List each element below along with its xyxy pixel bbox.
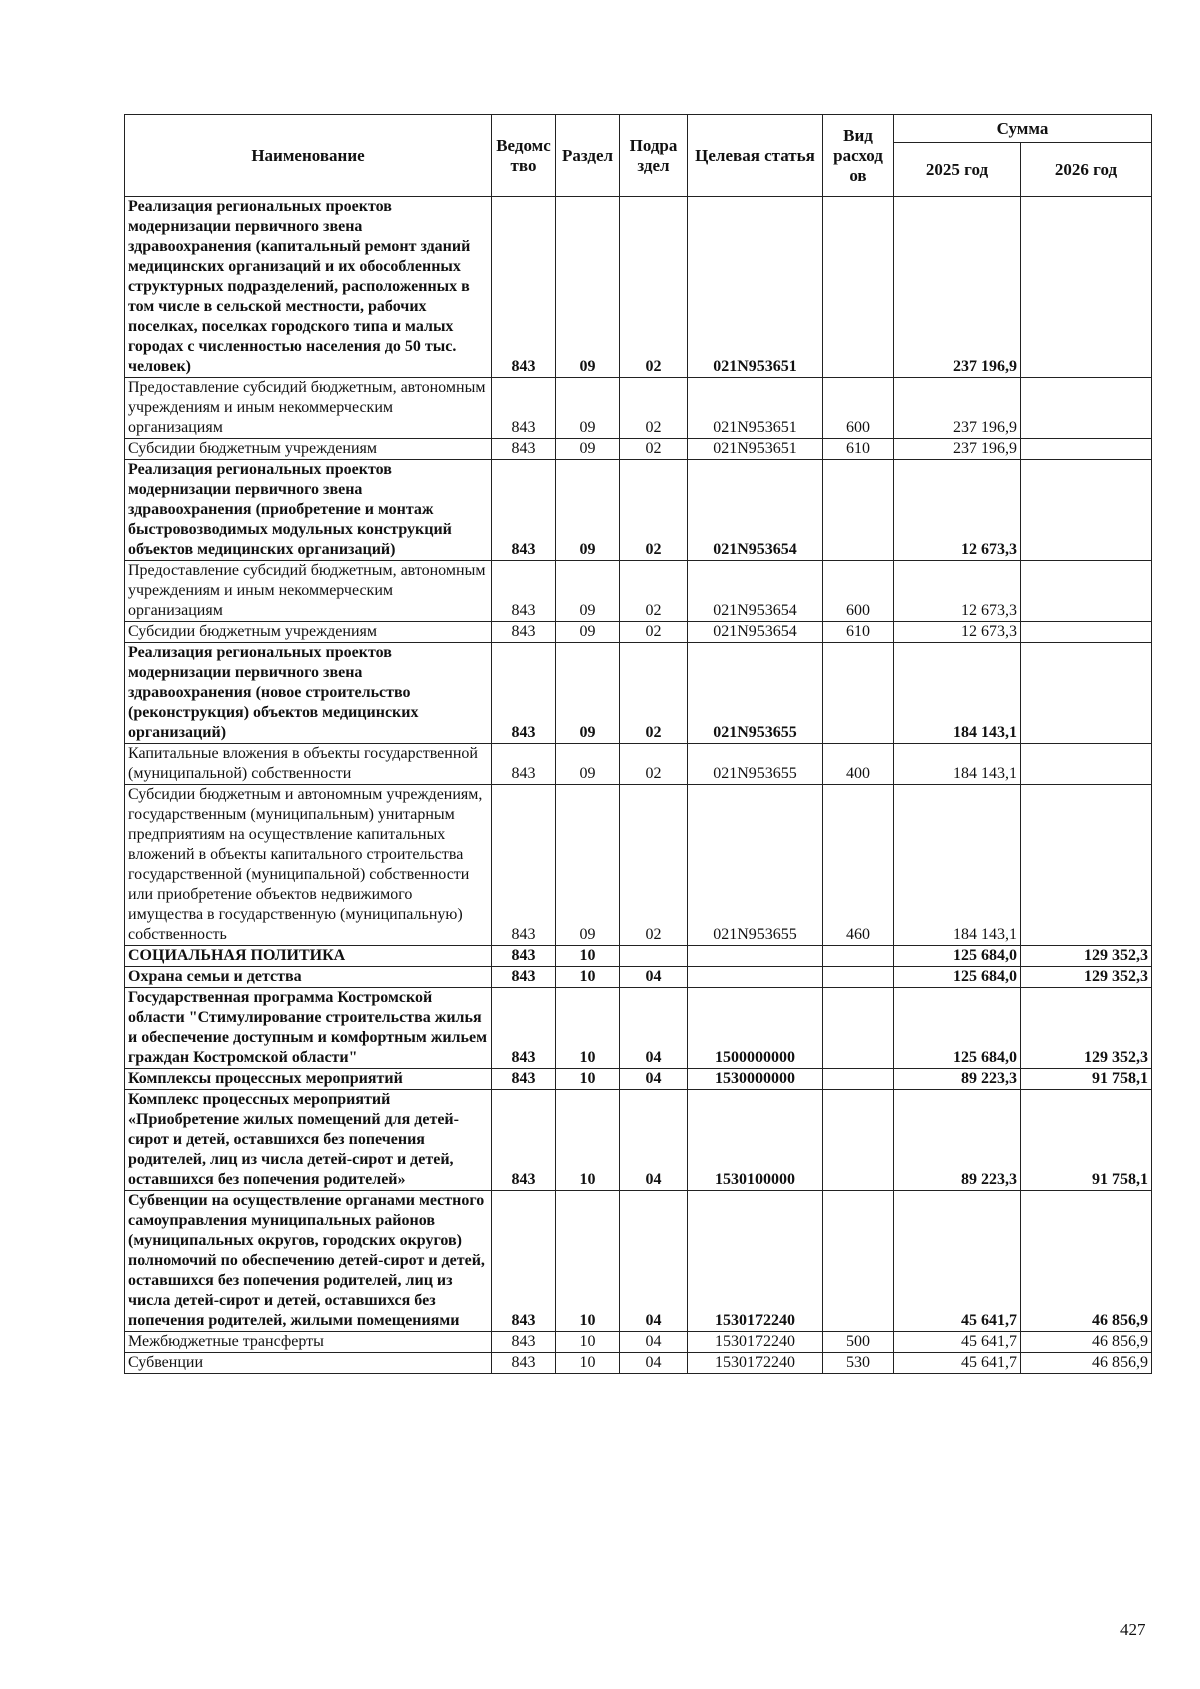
table-row — [125, 785, 1152, 946]
cell-sum-2025: 184 143,1 — [894, 744, 1021, 785]
cell-sum-2025: 125 684,0 — [894, 988, 1021, 1069]
cell-tselevaya-statya: 1530172240 — [688, 1332, 823, 1353]
cell-sum-2025: 237 196,9 — [894, 378, 1021, 439]
cell-razdel: 10 — [556, 1069, 620, 1090]
cell-sum-2026: 46 856,9 — [1021, 1191, 1152, 1332]
table-body — [125, 197, 1152, 1374]
cell-vid-raskhodov: 600 — [823, 378, 894, 439]
cell-razdel: 10 — [556, 1353, 620, 1374]
cell-vid-raskhodov: 610 — [823, 622, 894, 643]
cell-vedomstvo: 843 — [492, 1069, 556, 1090]
cell-sum-2026 — [1021, 622, 1152, 643]
cell-vid-raskhodov — [823, 1191, 894, 1332]
cell-name: Предоставление субсидий бюджетным, автономным учреждениям и иным некоммерческим организациям — [125, 561, 492, 622]
cell-sum-2026: 129 352,3 — [1021, 967, 1152, 988]
cell-sum-2026: 91 758,1 — [1021, 1069, 1152, 1090]
cell-razdel: 09 — [556, 197, 620, 378]
cell-vid-raskhodov — [823, 197, 894, 378]
cell-sum-2025: 184 143,1 — [894, 643, 1021, 744]
cell-tselevaya-statya: 021N953654 — [688, 622, 823, 643]
cell-name: Предоставление субсидий бюджетным, автономным учреждениям и иным некоммерческим организациям — [125, 378, 492, 439]
cell-sum-2026 — [1021, 643, 1152, 744]
cell-podrazdel: 04 — [620, 1332, 688, 1353]
cell-razdel: 10 — [556, 1191, 620, 1332]
cell-sum-2025: 45 641,7 — [894, 1353, 1021, 1374]
cell-tselevaya-statya: 021N953654 — [688, 460, 823, 561]
cell-razdel: 10 — [556, 1332, 620, 1353]
cell-sum-2026: 91 758,1 — [1021, 1090, 1152, 1191]
cell-vid-raskhodov: 530 — [823, 1353, 894, 1374]
cell-tselevaya-statya: 1500000000 — [688, 988, 823, 1069]
table-row — [125, 744, 1152, 785]
table-row — [125, 643, 1152, 744]
cell-sum-2026 — [1021, 197, 1152, 378]
cell-razdel: 10 — [556, 1090, 620, 1191]
table-row — [125, 1353, 1152, 1374]
cell-vedomstvo: 843 — [492, 988, 556, 1069]
cell-tselevaya-statya: 021N953654 — [688, 561, 823, 622]
cell-podrazdel: 04 — [620, 1353, 688, 1374]
table-row — [125, 946, 1152, 967]
cell-vedomstvo: 843 — [492, 785, 556, 946]
table-row — [125, 988, 1152, 1069]
cell-vid-raskhodov — [823, 946, 894, 967]
cell-tselevaya-statya: 1530100000 — [688, 1090, 823, 1191]
cell-vedomstvo: 843 — [492, 197, 556, 378]
cell-razdel: 09 — [556, 460, 620, 561]
cell-podrazdel: 04 — [620, 1090, 688, 1191]
header-name: Наименование — [125, 115, 492, 197]
cell-vid-raskhodov — [823, 643, 894, 744]
cell-sum-2025: 125 684,0 — [894, 967, 1021, 988]
cell-vid-raskhodov — [823, 460, 894, 561]
cell-name: Комплекс процессных мероприятий «Приобретение жилых помещений для детей-сирот и детей, оставшихся без попечения родителей, лиц из числа детей-сирот и детей, оставшихся без попечения родителей» — [125, 1090, 492, 1191]
table-row — [125, 967, 1152, 988]
cell-podrazdel: 02 — [620, 744, 688, 785]
header-year-2025: 2025 год — [894, 143, 1021, 197]
cell-vid-raskhodov — [823, 967, 894, 988]
cell-sum-2025: 89 223,3 — [894, 1090, 1021, 1191]
cell-vedomstvo: 843 — [492, 1332, 556, 1353]
table-row — [125, 439, 1152, 460]
cell-sum-2026 — [1021, 561, 1152, 622]
cell-podrazdel: 02 — [620, 643, 688, 744]
cell-tselevaya-statya: 021N953655 — [688, 744, 823, 785]
cell-vid-raskhodov: 500 — [823, 1332, 894, 1353]
cell-sum-2026: 129 352,3 — [1021, 946, 1152, 967]
cell-podrazdel: 02 — [620, 561, 688, 622]
cell-name: СОЦИАЛЬНАЯ ПОЛИТИКА — [125, 946, 492, 967]
cell-vedomstvo: 843 — [492, 561, 556, 622]
cell-razdel: 09 — [556, 643, 620, 744]
cell-name: Реализация региональных проектов модернизации первичного звена здравоохранения (новое строительство (реконструкция) объектов медицинских организаций) — [125, 643, 492, 744]
cell-tselevaya-statya: 1530000000 — [688, 1069, 823, 1090]
cell-vid-raskhodov: 610 — [823, 439, 894, 460]
cell-tselevaya-statya: 021N953655 — [688, 785, 823, 946]
cell-sum-2025: 12 673,3 — [894, 561, 1021, 622]
cell-razdel: 09 — [556, 744, 620, 785]
cell-vid-raskhodov — [823, 1069, 894, 1090]
cell-razdel: 09 — [556, 378, 620, 439]
cell-razdel: 10 — [556, 988, 620, 1069]
table-row — [125, 197, 1152, 378]
header-vedomstvo: Ведомс тво — [492, 115, 556, 197]
cell-vedomstvo: 843 — [492, 622, 556, 643]
cell-razdel: 09 — [556, 439, 620, 460]
cell-podrazdel: 02 — [620, 622, 688, 643]
cell-podrazdel: 04 — [620, 1191, 688, 1332]
cell-sum-2026 — [1021, 744, 1152, 785]
cell-sum-2026 — [1021, 439, 1152, 460]
cell-sum-2025: 12 673,3 — [894, 622, 1021, 643]
cell-sum-2026: 129 352,3 — [1021, 988, 1152, 1069]
cell-tselevaya-statya: 021N953651 — [688, 378, 823, 439]
cell-vedomstvo: 843 — [492, 1090, 556, 1191]
table-row — [125, 378, 1152, 439]
cell-sum-2025: 237 196,9 — [894, 197, 1021, 378]
cell-podrazdel: 02 — [620, 378, 688, 439]
cell-vid-raskhodov: 400 — [823, 744, 894, 785]
cell-name: Межбюджетные трансферты — [125, 1332, 492, 1353]
cell-sum-2025: 237 196,9 — [894, 439, 1021, 460]
table-row — [125, 561, 1152, 622]
cell-name: Субсидии бюджетным и автономным учреждениям, государственным (муниципальным) унитарным предприятиям на осуществление капитальных вложений в объекты капитального строительства государственной (муниципальной) собственности или приобретение объектов недвижимого имущества в государственную (муниципальную) собственность — [125, 785, 492, 946]
cell-vedomstvo: 843 — [492, 1191, 556, 1332]
table-row — [125, 460, 1152, 561]
header-razdel: Раздел — [556, 115, 620, 197]
cell-tselevaya-statya: 021N953651 — [688, 197, 823, 378]
cell-podrazdel: 02 — [620, 785, 688, 946]
cell-vid-raskhodov: 600 — [823, 561, 894, 622]
cell-sum-2026: 46 856,9 — [1021, 1353, 1152, 1374]
table-row — [125, 622, 1152, 643]
cell-sum-2025: 125 684,0 — [894, 946, 1021, 967]
cell-podrazdel: 02 — [620, 439, 688, 460]
cell-podrazdel: 02 — [620, 197, 688, 378]
cell-razdel: 10 — [556, 946, 620, 967]
cell-vedomstvo: 843 — [492, 744, 556, 785]
cell-razdel: 09 — [556, 785, 620, 946]
table-header — [125, 115, 1152, 197]
table-row — [125, 1191, 1152, 1332]
cell-sum-2026 — [1021, 460, 1152, 561]
page-number: 427 — [1120, 1620, 1146, 1639]
cell-sum-2025: 184 143,1 — [894, 785, 1021, 946]
cell-tselevaya-statya: 1530172240 — [688, 1191, 823, 1332]
cell-tselevaya-statya — [688, 946, 823, 967]
cell-tselevaya-statya: 1530172240 — [688, 1353, 823, 1374]
cell-razdel: 09 — [556, 561, 620, 622]
cell-sum-2026: 46 856,9 — [1021, 1332, 1152, 1353]
cell-tselevaya-statya — [688, 967, 823, 988]
cell-name: Субсидии бюджетным учреждениям — [125, 439, 492, 460]
cell-name: Реализация региональных проектов модернизации первичного звена здравоохранения (приобретение и монтаж быстровозводимых модульных конструкций объектов медицинских организаций) — [125, 460, 492, 561]
header-podrazdel: Подра здел — [620, 115, 688, 197]
cell-vedomstvo: 843 — [492, 460, 556, 561]
cell-tselevaya-statya: 021N953655 — [688, 643, 823, 744]
table-row — [125, 1069, 1152, 1090]
cell-sum-2025: 89 223,3 — [894, 1069, 1021, 1090]
cell-name: Субвенции — [125, 1353, 492, 1374]
cell-name: Комплексы процессных мероприятий — [125, 1069, 492, 1090]
header-vid-raskhodov: Вид расход ов — [823, 115, 894, 197]
cell-vedomstvo: 843 — [492, 946, 556, 967]
cell-vedomstvo: 843 — [492, 378, 556, 439]
cell-razdel: 09 — [556, 622, 620, 643]
cell-name: Реализация региональных проектов модернизации первичного звена здравоохранения (капитальный ремонт зданий медицинских организаций и их обособленных структурных подразделений, расположенных в том числе в сельской местности, рабочих поселках, поселках городского типа и малых городах с численностью населения до 50 тыс. человек) — [125, 197, 492, 378]
cell-sum-2025: 45 641,7 — [894, 1332, 1021, 1353]
header-summa: Сумма — [894, 115, 1152, 143]
cell-tselevaya-statya: 021N953651 — [688, 439, 823, 460]
cell-name: Охрана семьи и детства — [125, 967, 492, 988]
table-row — [125, 1090, 1152, 1191]
cell-podrazdel: 04 — [620, 1069, 688, 1090]
cell-sum-2026 — [1021, 785, 1152, 946]
cell-podrazdel: 02 — [620, 460, 688, 561]
cell-name: Капитальные вложения в объекты государственной (муниципальной) собственности — [125, 744, 492, 785]
header-tselevaya-statya: Целевая статья — [688, 115, 823, 197]
cell-vid-raskhodov: 460 — [823, 785, 894, 946]
cell-name: Субсидии бюджетным учреждениям — [125, 622, 492, 643]
header-year-2026: 2026 год — [1021, 143, 1152, 197]
cell-razdel: 10 — [556, 967, 620, 988]
cell-podrazdel — [620, 946, 688, 967]
cell-vedomstvo: 843 — [492, 967, 556, 988]
cell-sum-2025: 45 641,7 — [894, 1191, 1021, 1332]
table-row — [125, 1332, 1152, 1353]
cell-podrazdel: 04 — [620, 967, 688, 988]
cell-vid-raskhodov — [823, 1090, 894, 1191]
cell-vedomstvo: 843 — [492, 1353, 556, 1374]
cell-name: Государственная программа Костромской области "Стимулирование строительства жилья и обеспечение доступным и комфортным жильем граждан Костромской области" — [125, 988, 492, 1069]
cell-name: Субвенции на осуществление органами местного самоуправления муниципальных районов (муниципальных округов, городских округов) полномочий по обеспечению детей-сирот и детей, оставшихся без попечения родителей, лиц из числа детей-сирот и детей, оставшихся без попечения родителей, жилыми помещениями — [125, 1191, 492, 1332]
cell-podrazdel: 04 — [620, 988, 688, 1069]
cell-vedomstvo: 843 — [492, 643, 556, 744]
budget-table — [124, 114, 1152, 1374]
cell-sum-2026 — [1021, 378, 1152, 439]
cell-vid-raskhodov — [823, 988, 894, 1069]
cell-sum-2025: 12 673,3 — [894, 460, 1021, 561]
cell-vedomstvo: 843 — [492, 439, 556, 460]
